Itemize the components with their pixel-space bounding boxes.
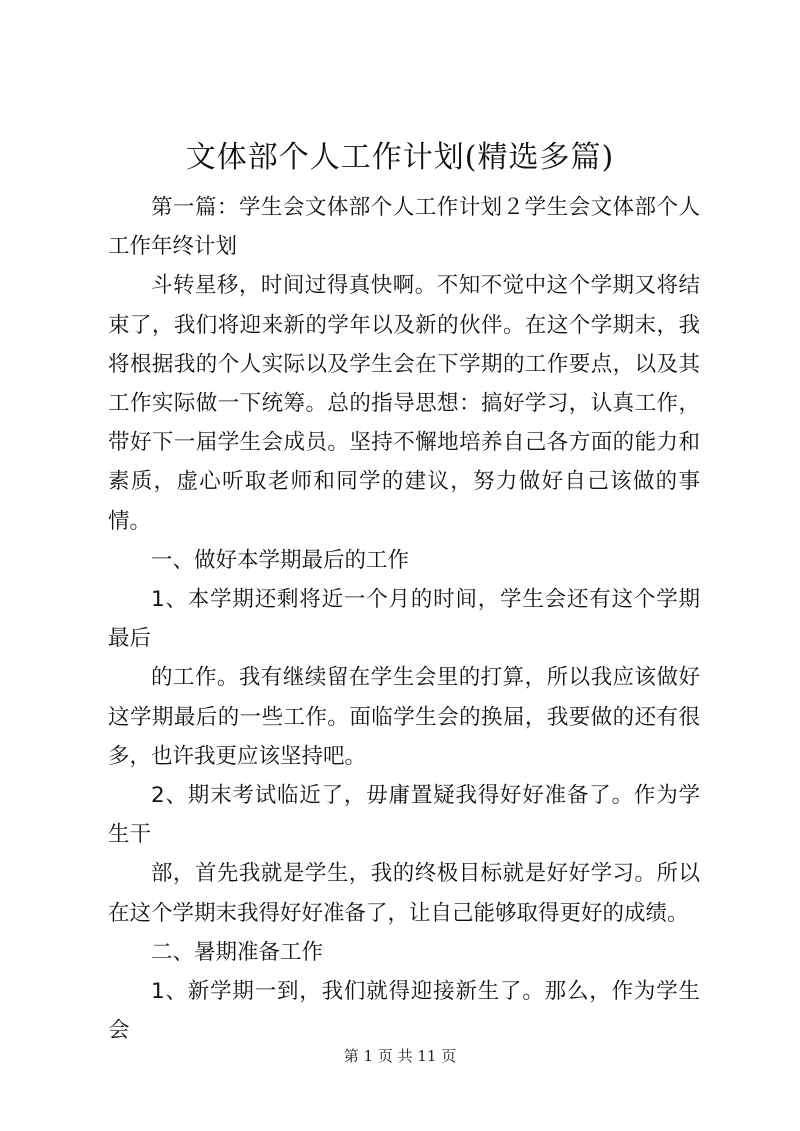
paragraph: 的工作。我有继续留在学生会里的打算，所以我应该做好这学期最后的一些工作。面临学生会的换届，我要做的还有很多，也许我更应该坚持吧。 [108, 665, 700, 769]
paragraph: 1、新学期一到，我们就得迎接新生了。那么，作为学生会 [108, 979, 700, 1044]
paragraph: 部，首先我就是学生，我的终极目标就是好好学习。所以在这个学期末我得好好准备了，让自己能够取得更好的成绩。 [108, 861, 700, 926]
document-title: 文体部个人工作计划(精选多篇) [185, 140, 615, 175]
paragraph: 1、本学期还剩将近一个月的时间，学生会还有这个学期最后 [108, 587, 700, 652]
paragraph: 2、期末考试临近了，毋庸置疑我得好好准备了。作为学生干 [108, 783, 700, 848]
page-footer: 第 1 页 共 11 页 [343, 1047, 457, 1065]
section-heading: 二、暑期准备工作 [151, 939, 324, 965]
document-body [108, 188, 700, 1050]
paragraph: 第一篇：学生会文体部个人工作计划２学生会文体部个人工作年终计划 [108, 195, 700, 260]
paragraph: 斗转星移，时间过得真快啊。不知不觉中这个学期又将结束了，我们将迎来新的学年以及新的伙伴。在这个学期末，我将根据我的个人实际以及学生会在下学期的工作要点，以及其工作实际做一下统筹。总的指导思想：搞好学习，认真工作，带好下一届学生会成员。坚持不懈地培养自己各方面的能力和素质，虚心听取老师和同学的建议，努力做好自己该做的事情。 [108, 273, 700, 534]
section-heading: 一、做好本学期最后的工作 [151, 547, 410, 573]
